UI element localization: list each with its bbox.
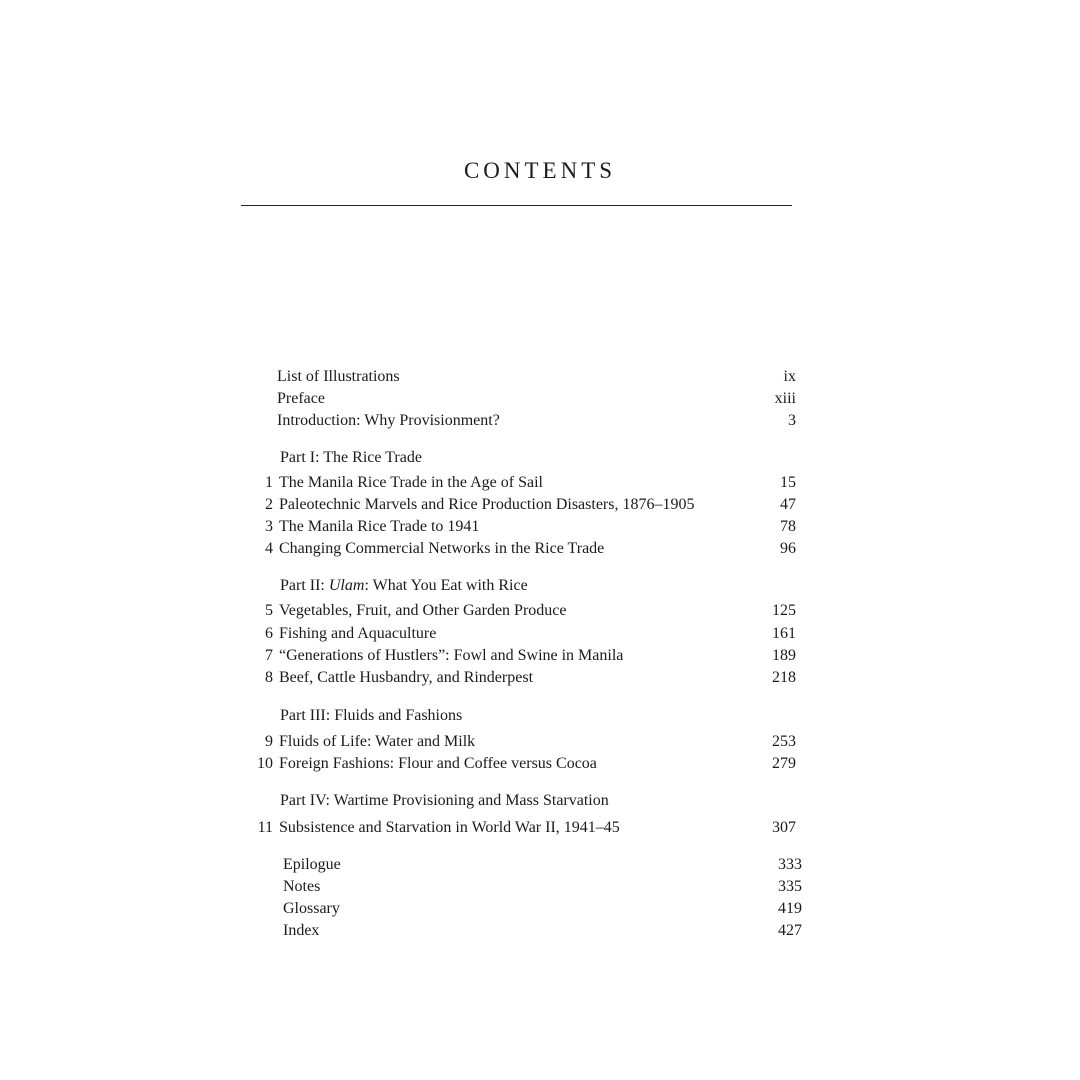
part-heading-4 <box>240 789 810 813</box>
part-heading-rest: Wartime Provisioning and Mass Starvation <box>333 792 609 809</box>
table-of-contents <box>240 0 810 1080</box>
entry-page: 419 <box>778 900 802 917</box>
entry-label: List of Illustrations <box>277 368 400 385</box>
entry-label: The Manila Rice Trade in the Age of Sail <box>279 474 543 491</box>
entry-label: Preface <box>277 390 325 407</box>
toc-entry-glossary[interactable] <box>240 897 810 921</box>
entry-label: Glossary <box>283 900 340 917</box>
toc-entry-preface[interactable] <box>240 387 810 411</box>
entry-label: Index <box>283 922 320 939</box>
toc-entry-chapter-10[interactable] <box>240 752 810 776</box>
entry-page: 335 <box>778 878 802 895</box>
entry-label: Fluids of Life: Water and Milk <box>279 733 476 750</box>
toc-entry-chapter-9[interactable] <box>240 730 810 754</box>
part-heading-rest: Fluids and Fashions <box>334 707 463 724</box>
toc-entry-introduction[interactable] <box>240 409 810 433</box>
toc-entry-chapter-11[interactable] <box>240 816 810 840</box>
entry-page: 218 <box>772 669 796 686</box>
entry-label: Fishing and Aquaculture <box>279 625 437 642</box>
chapter-number: 10 <box>257 755 273 772</box>
chapter-number: 9 <box>265 733 273 750</box>
chapter-number: 1 <box>265 474 273 491</box>
toc-entry-chapter-2[interactable] <box>240 493 810 517</box>
toc-entry-chapter-1[interactable] <box>240 471 810 495</box>
toc-entry-index[interactable] <box>240 919 810 943</box>
part-heading-prefix: Part II: <box>280 577 329 594</box>
chapter-number: 2 <box>265 496 273 513</box>
entry-page: 427 <box>778 922 802 939</box>
toc-entry-chapter-4[interactable] <box>240 537 810 561</box>
toc-entry-notes[interactable] <box>240 875 810 899</box>
chapter-number: 5 <box>265 602 273 619</box>
toc-entry-chapter-6[interactable] <box>240 622 810 646</box>
part-heading-rest: The Rice Trade <box>323 449 422 466</box>
toc-entry-chapter-3[interactable] <box>240 515 810 539</box>
entry-page: 78 <box>780 518 796 535</box>
entry-page: 96 <box>780 540 796 557</box>
toc-entry-chapter-5[interactable] <box>240 599 810 623</box>
entry-page: xiii <box>774 390 796 407</box>
entry-page: 161 <box>772 625 796 642</box>
toc-entry-chapter-7[interactable] <box>240 644 810 668</box>
entry-page: ix <box>783 368 796 385</box>
entry-page: 307 <box>772 819 796 836</box>
entry-label: Introduction: Why Provisionment? <box>277 412 500 429</box>
part-heading-prefix: Part IV: <box>280 792 334 809</box>
chapter-number: 7 <box>265 647 273 664</box>
chapter-number: 3 <box>265 518 273 535</box>
chapter-number: 6 <box>265 625 273 642</box>
entry-page: 47 <box>780 496 796 513</box>
part-heading-prefix: Part I: <box>280 449 324 466</box>
entry-label: The Manila Rice Trade to 1941 <box>279 518 480 535</box>
entry-page: 279 <box>772 755 796 772</box>
part-heading-3 <box>240 704 810 728</box>
toc-entry-list-of-illustrations[interactable] <box>240 365 810 389</box>
chapter-number: 8 <box>265 669 273 686</box>
entry-label: Epilogue <box>283 856 341 873</box>
entry-page: 15 <box>780 474 796 491</box>
part-heading-1 <box>240 446 810 470</box>
part-heading-prefix: Part III: <box>280 707 335 724</box>
toc-entry-chapter-8[interactable] <box>240 666 810 690</box>
entry-page: 3 <box>788 412 796 429</box>
entry-label: Foreign Fashions: Flour and Coffee versus Cocoa <box>279 755 597 772</box>
entry-label: Paleotechnic Marvels and Rice Production Disasters, 1876–1905 <box>279 496 695 513</box>
chapter-number: 4 <box>265 540 273 557</box>
entry-label: Subsistence and Starvation in World War II, 1941–45 <box>279 819 620 836</box>
page-title: CONTENTS <box>463 158 617 183</box>
entry-page: 125 <box>772 602 796 619</box>
toc-entry-epilogue[interactable] <box>240 853 810 877</box>
part-heading-rest: : What You Eat with Rice <box>364 577 528 594</box>
entry-label: Notes <box>283 878 321 895</box>
chapter-number: 11 <box>257 819 273 836</box>
entry-label: “Generations of Hustlers”: Fowl and Swine in Manila <box>279 647 624 664</box>
entry-label: Vegetables, Fruit, and Other Garden Produce <box>279 602 567 619</box>
part-heading-italic: Ulam <box>328 577 365 594</box>
entry-page: 189 <box>772 647 796 664</box>
entry-label: Changing Commercial Networks in the Rice Trade <box>279 540 605 557</box>
entry-page: 333 <box>778 856 802 873</box>
entry-page: 253 <box>772 733 796 750</box>
entry-label: Beef, Cattle Husbandry, and Rinderpest <box>279 669 534 686</box>
part-heading-2 <box>240 574 810 598</box>
